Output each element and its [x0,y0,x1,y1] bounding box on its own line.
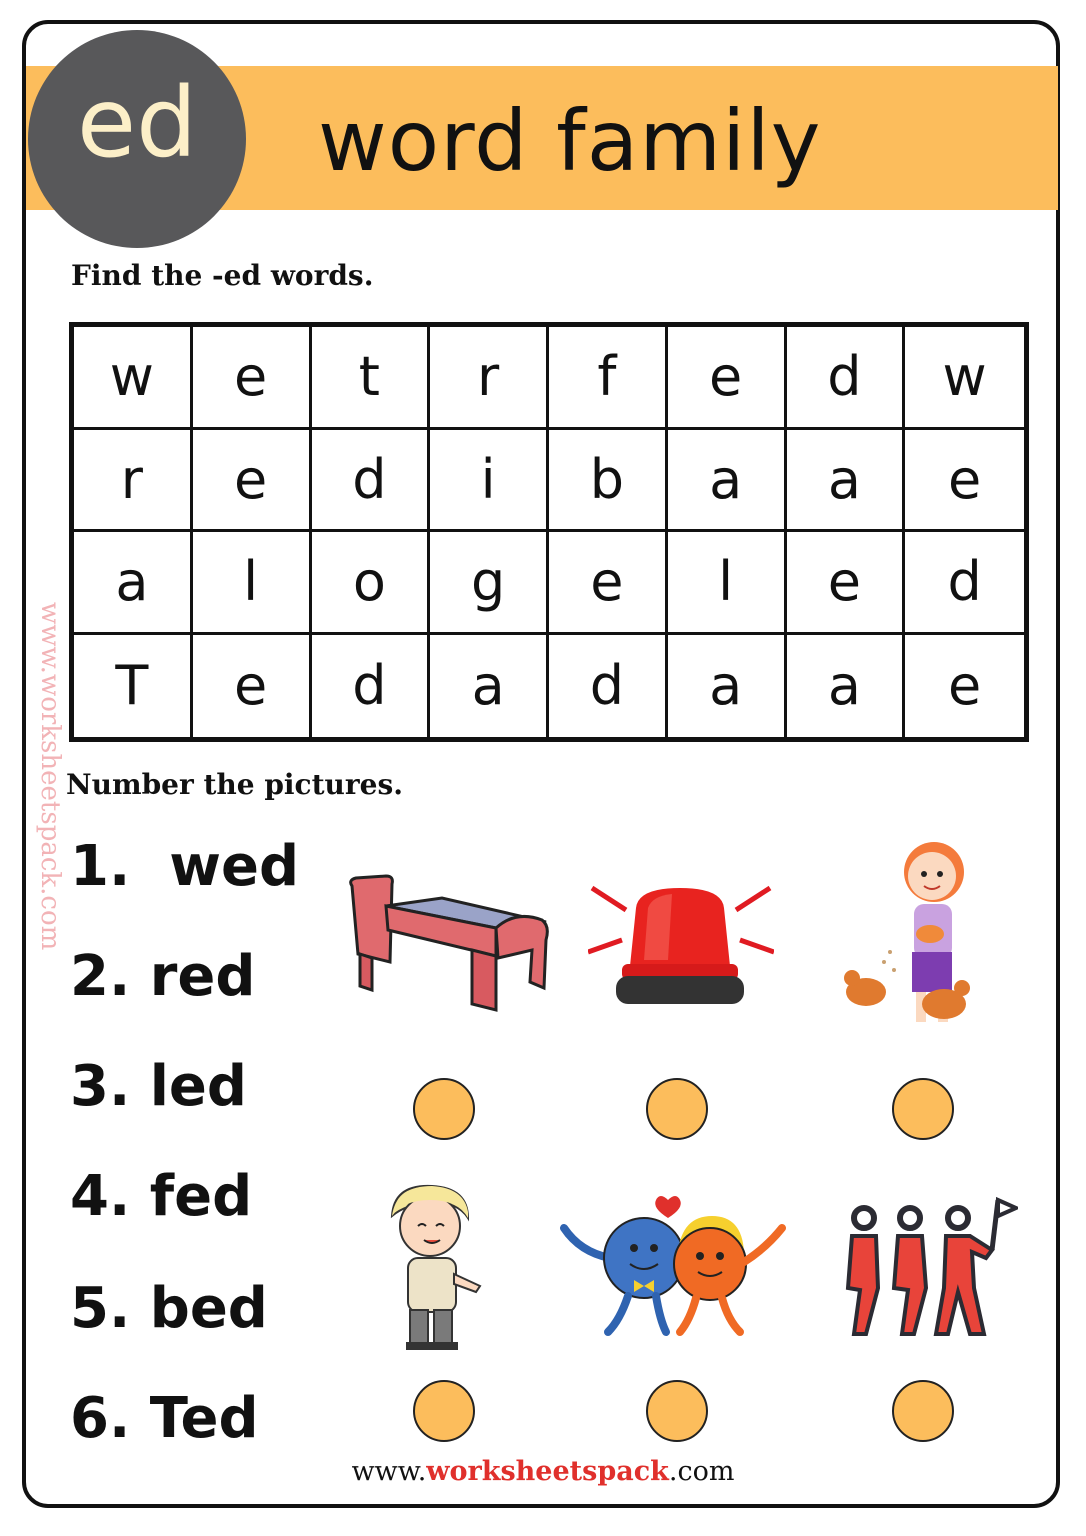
grid-cell[interactable]: r [430,327,549,430]
grid-cell[interactable]: e [193,635,312,738]
grid-cell[interactable]: e [787,532,906,635]
word-item-3: 3. led [70,1054,247,1119]
answer-circle-3[interactable] [892,1078,954,1140]
grid-cell[interactable]: w [905,327,1024,430]
grid-cell[interactable]: e [668,327,787,430]
grid-cell[interactable]: g [430,532,549,635]
word-item-5: 5. bed [70,1276,268,1341]
side-watermark [30,600,66,990]
answer-circle-6[interactable] [892,1380,954,1442]
red-siren-icon [588,880,774,1010]
footer-brand: worksheetspack [426,1456,669,1487]
people-led-by-leader-icon [844,1192,1018,1344]
bed-icon [346,870,550,1016]
footer-suffix: .com [668,1456,735,1487]
grid-cell[interactable]: e [549,532,668,635]
grid-cell[interactable]: a [787,635,906,738]
word-item-2: 2. red [70,944,256,1009]
badge-text: ed [77,67,197,179]
grid-cell[interactable]: a [668,635,787,738]
grid-cell[interactable]: o [312,532,431,635]
grid-cell[interactable]: a [787,430,906,533]
grid-cell[interactable]: l [193,532,312,635]
married-couple-icon [560,1192,786,1340]
grid-cell[interactable]: d [312,430,431,533]
answer-circle-5[interactable] [646,1380,708,1442]
grid-cell[interactable]: e [905,430,1024,533]
grid-cell[interactable]: f [549,327,668,430]
footer-prefix: www. [351,1456,427,1487]
grid-cell[interactable]: r [74,430,193,533]
word-item-4: 4. fed [70,1164,253,1229]
grid-cell[interactable]: i [430,430,549,533]
page-title: word family [318,92,822,190]
watermark-text: www.worksheetspack.com [35,602,65,951]
grid-cell[interactable]: d [312,635,431,738]
grid-cell[interactable]: e [193,327,312,430]
word-search-grid [69,322,1029,742]
grid-cell[interactable]: a [668,430,787,533]
grid-cell[interactable]: d [905,532,1024,635]
grid-cell[interactable]: e [948,654,982,718]
answer-circle-4[interactable] [413,1380,475,1442]
footer-url[interactable] [0,1456,1086,1487]
answer-circle-2[interactable] [646,1078,708,1140]
word-item-1: 1. wed [70,834,300,899]
word-item-6: 6. Ted [70,1386,259,1451]
grid-cell[interactable]: a [430,635,549,738]
grid-cell[interactable]: t [312,327,431,430]
grid-cell[interactable]: a [74,532,193,635]
boy-icon [384,1182,490,1352]
girl-feeding-chickens-icon [834,828,980,1038]
grid-cell[interactable]: d [787,327,906,430]
grid-cell[interactable]: e [193,430,312,533]
grid-cell[interactable]: T [74,635,193,738]
grid-cell[interactable]: d [549,635,668,738]
find-instruction: Find the -ed words. [71,259,374,292]
grid-cell[interactable]: b [549,430,668,533]
grid-cell[interactable]: w [74,327,193,430]
grid-cell[interactable]: l [668,532,787,635]
number-instruction: Number the pictures. [66,768,403,801]
answer-circle-1[interactable] [413,1078,475,1140]
